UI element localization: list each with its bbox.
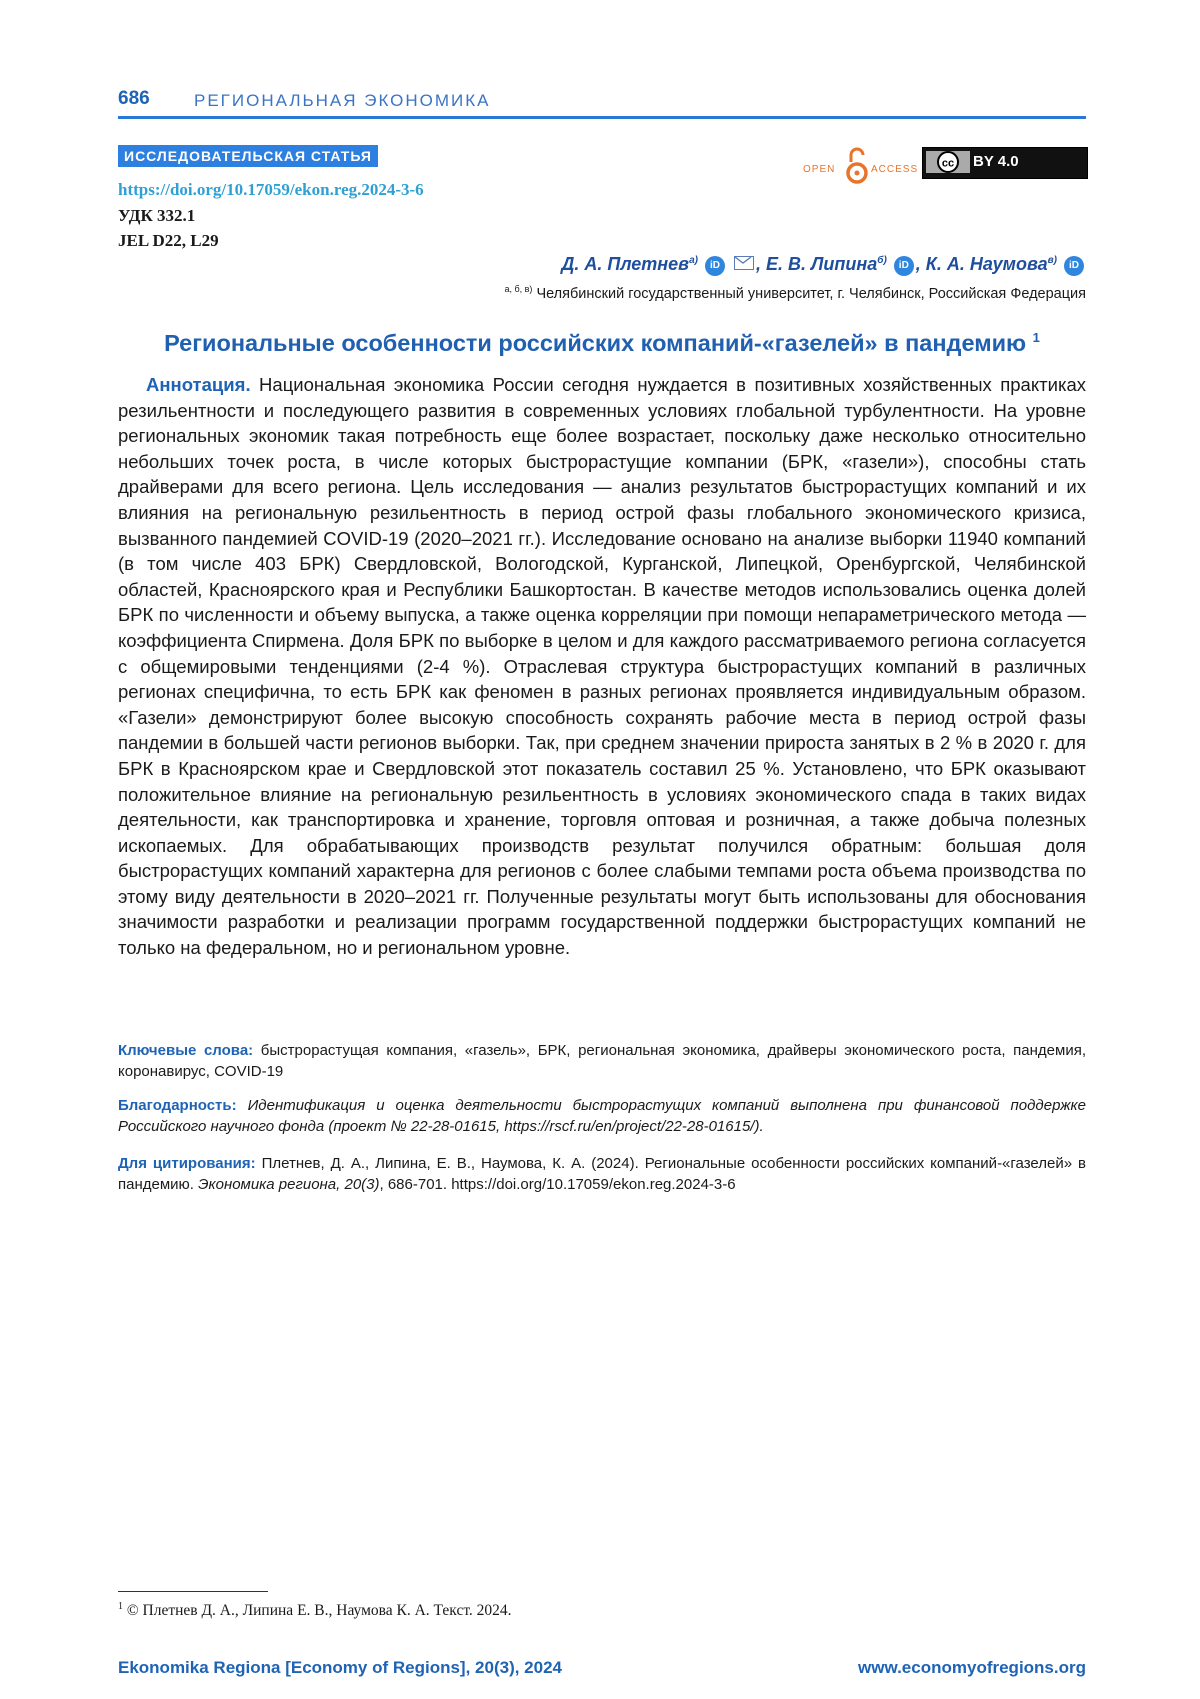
- open-access-access-text: ACCESS: [871, 164, 919, 175]
- cc-icon: [926, 151, 970, 173]
- article-title-text: Региональные особенности российских компаний-«газелей» в пандемию: [164, 330, 1027, 356]
- affiliation: [504, 284, 1086, 302]
- footnote-mark: 1: [118, 1601, 123, 1612]
- author-2-affil-mark: б): [877, 255, 887, 266]
- cc-license-badge[interactable]: [922, 147, 1088, 179]
- running-header: [118, 84, 1086, 114]
- email-icon[interactable]: [734, 256, 754, 270]
- footer-website-link[interactable]: www.economyofregions.org: [858, 1658, 1086, 1677]
- affiliation-text: Челябинский государственный университет, г. Челябинск, Российская Федерация: [536, 285, 1086, 302]
- cc-icon-text: cc: [941, 157, 955, 170]
- abstract-text: Национальная экономика России сегодня нуждается в позитивных хозяйственных практиках резильентности и последующего развития в современных условиях глобальной турбулентности. На уровне региональных экономик такая потребность еще более возрастает, поскольку даже несколько относительно небольших точек роста, в числе которых быстрорастущие компании (БРК, «газели»), способны стать драйверами для всего региона. Цель исследования — анализ результатов быстрорастущих компаний и их влияния на региональную резильентность в период острой фазы глобального экономического кризиса, вызванного пандемией COVID-19 (2020–2021 гг.). Исследование основано на анализе выборки 11940 компаний (в том числе 403 БРК) Свердловской, Вологодской, Курганской, Липецкой, Оренбургской, Челябинской областей, Красноярского края и Республики Башкортостан. В качестве методов использовались оценка долей БРК по численности и объему выпуска, а также оценка корреляции при помощи непараметрического метода — коэффициента Спирмена. Доля БРК по выборке в целом и для каждого рассматриваемого региона согласуется с общемировыми тенденциями (2-4 %). Отраслевая структура быстрорастущих компаний в различных регионах специфична, то есть БРК как феномен в разных регионах проявляется индивидуальным образом. «Газели» демонстрируют более высокую способность сохранять рабочие места в период острой фазы пандемии в большей части регионов выборки. Так, при среднем значении прироста занятых в 2 % в 2020 г. для БРК в Красноярском крае и Свердловской этот показатель составил 25 %. Установлено, что БРК оказывают положительное влияние на региональную резильентность в условиях экономического спада в таких видах деятельности, как транспортировка и хранение, торговля оптовая и розничная, а также добыча полезных ископаемых. Для обрабатывающих производств результат получился обратным: большая доля быстрорастущих компаний характерна для регионов с более слабыми темпами роста объема производства по этому виду деятельности в 2020–2021 гг. Полученные результаты могут быть использованы для обоснования значимости разработки и реализации программ государственной поддержки быстрорастущих компаний не только на федеральном, но и региональном уровне.: [118, 374, 1086, 959]
- acknowledgments: [118, 1095, 1086, 1137]
- abstract: [118, 372, 1086, 961]
- acknowledgments-label: Благодарность:: [118, 1097, 237, 1114]
- footer-journal-citation: Ekonomika Regiona [Economy of Regions], 20(3), 2024: [118, 1658, 562, 1677]
- citation-text-a: Плетнев, Д. А., Липина, Е. В., Наумова, К. А. (2024). Региональные особенности российских компаний-«газелей» в пандемию.: [118, 1155, 1087, 1193]
- footnote-rule: [118, 1591, 268, 1592]
- keywords: [118, 1040, 1086, 1082]
- keywords-label: Ключевые слова:: [118, 1042, 254, 1059]
- title-footnote-mark[interactable]: 1: [1032, 330, 1040, 346]
- author-3-affil-mark: в): [1047, 255, 1057, 266]
- page-number: 686: [118, 88, 150, 109]
- author-1-affil-mark: а): [689, 255, 698, 266]
- orcid-icon[interactable]: iD: [705, 256, 725, 276]
- article-type-badge: ИССЛЕДОВАТЕЛЬСКАЯ СТАТЬЯ: [118, 145, 378, 167]
- doi-link[interactable]: https://doi.org/10.17059/ekon.reg.2024-3-6: [118, 180, 424, 199]
- author-line: [561, 254, 1086, 276]
- citation-journal: Экономика региона, 20(3): [198, 1176, 380, 1193]
- footnote-text: © Плетнев Д. А., Липина Е. В., Наумова К. А. Текст. 2024.: [126, 1602, 512, 1620]
- citation: [118, 1153, 1086, 1195]
- udk-code: УДК 332.1: [118, 206, 196, 225]
- footnote: [118, 1601, 512, 1620]
- abstract-label: Аннотация.: [146, 374, 251, 395]
- article-title: [118, 330, 1086, 357]
- jel-code: JEL D22, L29: [118, 231, 219, 250]
- open-access-logo: [803, 146, 918, 186]
- journal-name: РЕГИОНАЛЬНАЯ ЭКОНОМИКА: [194, 91, 491, 110]
- orcid-icon[interactable]: iD: [1064, 256, 1084, 276]
- author-1-name: Д. А. Плетнев: [561, 254, 690, 274]
- cc-logo-box: [926, 151, 970, 173]
- author-3-name: , К. А. Наумова: [915, 254, 1048, 274]
- header-rule: [118, 116, 1086, 119]
- author-2-name: , Е. В. Липина: [756, 254, 878, 274]
- citation-text-b: , 686-701. https://doi.org/10.17059/ekon.reg.2024-3-6: [379, 1176, 736, 1193]
- cc-license-label: BY 4.0: [973, 153, 1019, 170]
- keywords-text: быстрорастущая компания, «газель», БРК, региональная экономика, драйверы экономического роста, пандемия, коронавирус, COVID-19: [118, 1042, 1086, 1080]
- affiliation-marks: а, б, в): [504, 284, 533, 294]
- open-access-open-text: OPEN: [803, 164, 836, 175]
- acknowledgments-text: Идентификация и оценка деятельности быстрорастущих компаний выполнена при финансовой поддержке Российского научного фонда (проект № 22-28-01615, https://rscf.ru/en/project/22-28-01615/).: [118, 1097, 1086, 1135]
- open-lock-icon: [846, 146, 868, 186]
- citation-label: Для цитирования:: [118, 1155, 256, 1172]
- orcid-icon[interactable]: iD: [894, 256, 914, 276]
